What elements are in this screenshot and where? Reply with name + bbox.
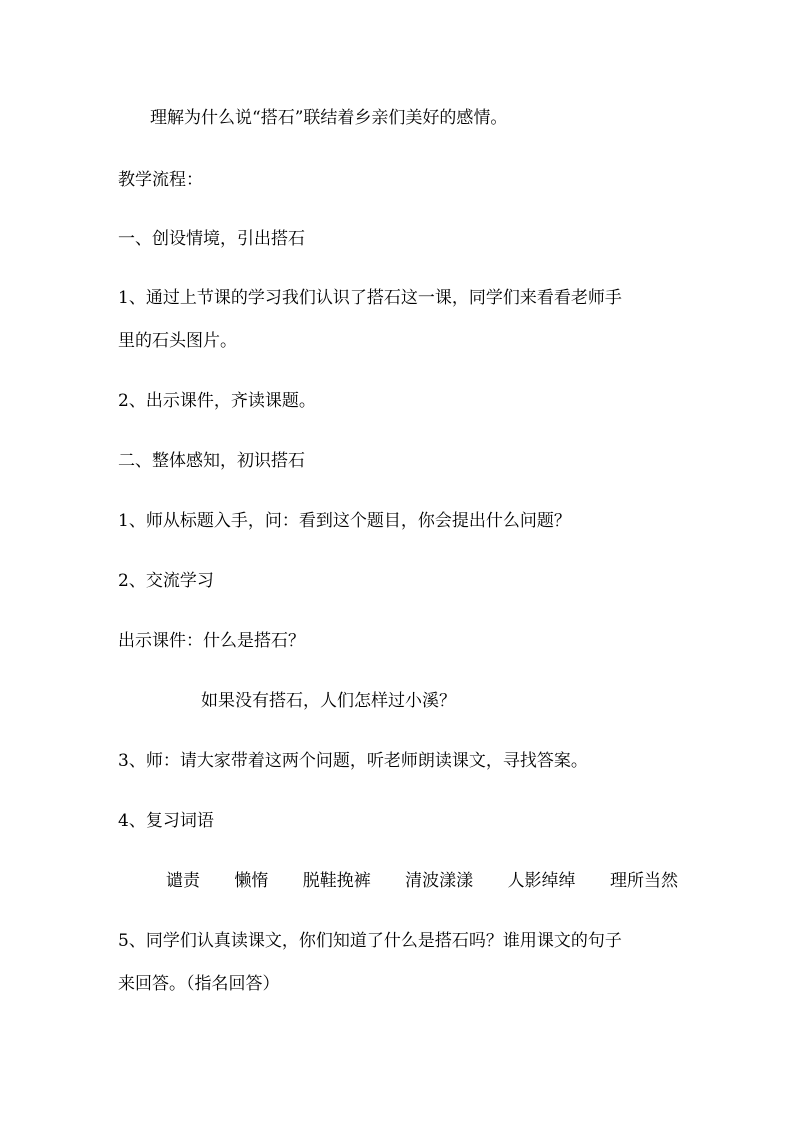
paragraph-line: 5、同学们认真读课文，你们知道了什么是搭石吗？谁用课文的句子 — [118, 931, 622, 951]
paragraph-line: 出示课件：什么是搭石？ — [118, 631, 305, 651]
paragraph-line: 3、师：请大家带着这两个问题，听老师朗读课文，寻找答案。 — [118, 751, 588, 771]
paragraph-line: 2、出示课件，齐读课题。 — [118, 391, 316, 411]
paragraph-line: 来回答。（指名回答） — [118, 974, 280, 994]
vocabulary-list — [166, 870, 678, 892]
paragraph-line: 1、通过上节课的学习我们认识了搭石这一课，同学们来看看老师手 — [118, 288, 622, 308]
vocabulary-word: 脱鞋挽裤 — [302, 871, 371, 891]
paragraph-line: 4、复习词语 — [118, 811, 214, 831]
paragraph-line: 2、交流学习 — [118, 571, 214, 591]
paragraph-line: 1、师从标题入手，问：看到这个题目，你会提出什么问题？ — [118, 511, 571, 531]
section-heading-two: 二、整体感知，初识搭石 — [118, 451, 305, 471]
paragraph-line: 里的石头图片。 — [118, 331, 237, 351]
vocabulary-word: 理所当然 — [609, 871, 678, 891]
vocabulary-word: 清波漾漾 — [405, 871, 474, 891]
section-heading-flow: 教学流程： — [118, 170, 203, 190]
vocabulary-word: 懒惰 — [234, 871, 269, 891]
vocabulary-word: 人影绰绰 — [507, 871, 576, 891]
section-heading-one: 一、创设情境，引出搭石 — [118, 229, 305, 249]
objective-line: 理解为什么说“搭石”联结着乡亲们美好的感情。 — [150, 108, 508, 128]
indented-question-line: 如果没有搭石，人们怎样过小溪？ — [201, 691, 456, 711]
vocabulary-word: 谴责 — [166, 871, 200, 891]
